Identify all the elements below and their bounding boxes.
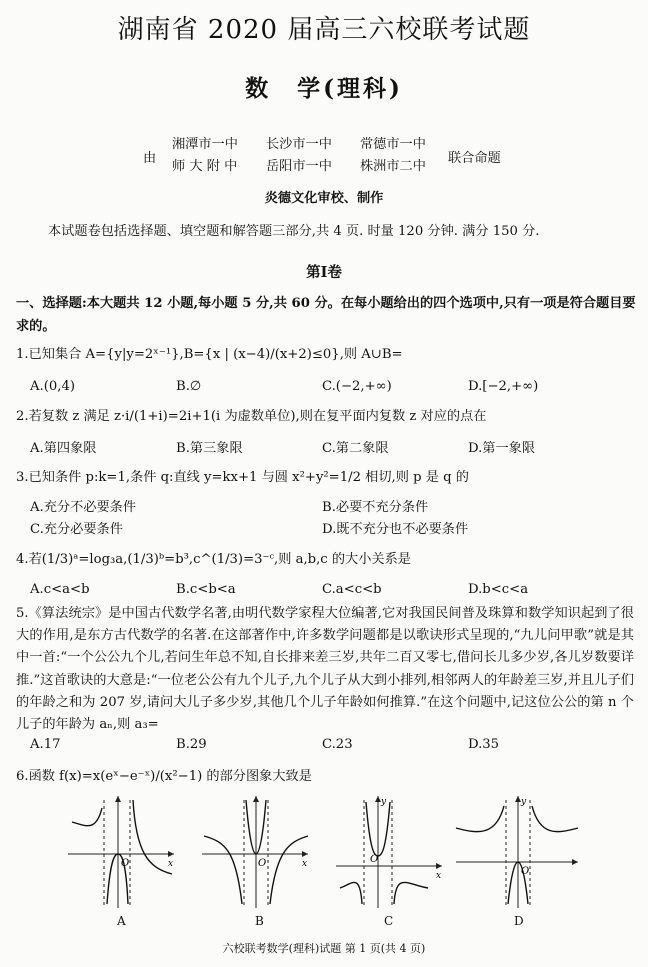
option-c: C.a<c<b <box>322 582 382 597</box>
option-d: D.第一象限 <box>468 441 536 456</box>
option-b: B.必要不充分条件 <box>322 500 429 515</box>
option-b: B.第三象限 <box>176 441 243 456</box>
graph-option-b <box>200 792 312 910</box>
y-axis-label: y <box>521 797 527 807</box>
school-name: 岳阳市一中 <box>266 159 332 174</box>
graph-label-b: B <box>255 914 264 928</box>
joint-label: 联合命题 <box>448 151 501 166</box>
x-axis-label: x <box>302 859 308 869</box>
exam-title: 湖南省 2020 届高三六校联考试题 <box>117 15 531 45</box>
question-5: 5.《算法统宗》是中国古代数学名著,由明代数学家程大位编著,它对我国民间普及珠算和数学知识起到了很大的作用,是东方古代数学的名著.在这部著作中,许多数学问题都是以歌诀形式呈现的,“九儿问甲歌”就是其中一首:“一个公公九个儿,若问生年总不知,自长排来差三岁,共年二百又零七,借问长儿多少岁,各儿岁数要详推.”这首歌诀的大意是:“一位老公公有九个儿子,九个儿子从大到小排列,相邻两人的年龄差三岁,并且儿子们的年龄之和为 207 岁,请问大儿子多少岁,其他几个儿子年龄如何推算.”在这个问题中,记这位公公的第 n 个儿子的年龄为 aₙ,则 a₃= <box>16 606 634 733</box>
origin-label: O <box>370 854 379 865</box>
question-2-options <box>30 438 640 460</box>
question-3-options <box>30 497 640 541</box>
exam-intro: 本试题卷包括选择题、填空题和解答题三部分,共 4 页. 时量 120 分钟. 满分 150 分. <box>48 224 540 239</box>
question-1-options <box>30 376 640 398</box>
question-3: 3.已知条件 p:k=1,条件 q:直线 y=kx+1 与圆 x²+y²=1/2 相切,则 p 是 q 的 <box>16 470 469 485</box>
question-1: 1.已知集合 A={y|y=2ˣ⁻¹},B={x | (x−4)/(x+2)≤0},则 A∪B= <box>16 347 403 362</box>
option-c: C.第二象限 <box>322 441 389 456</box>
graph-option-a <box>66 792 178 910</box>
option-a: A.第四象限 <box>30 441 97 456</box>
option-d: D.35 <box>468 737 500 752</box>
section-heading: 一、选择题:本大题共 12 小题,每小题 5 分,共 60 分。在每小题给出的四个选项中,只有一项是符合题目要求的。 <box>16 296 636 334</box>
option-a: A.充分不必要条件 <box>30 500 137 515</box>
option-a: A.c<a<b <box>30 582 90 597</box>
option-d: D.既不充分也不必要条件 <box>322 522 469 537</box>
exam-subject: 数 学(理科) <box>245 75 403 102</box>
option-b: B.∅ <box>176 379 202 394</box>
graph-label-c: C <box>384 914 394 928</box>
origin-label: O <box>521 866 530 877</box>
graph-option-c <box>334 792 446 910</box>
option-d: D.b<c<a <box>468 582 529 597</box>
origin-label: O <box>258 858 267 869</box>
option-c: C.23 <box>322 737 353 752</box>
question-2: 2.若复数 z 满足 z·i/(1+i)=2i+1(i 为虚数单位),则在复平面内复数 z 对应的点在 <box>16 409 487 424</box>
volume-heading: 第Ⅰ卷 <box>306 264 342 281</box>
school-name: 常德市一中 <box>360 137 426 152</box>
option-c: C.充分必要条件 <box>30 522 123 537</box>
option-b: B.29 <box>176 737 207 752</box>
school-name: 师 大 附 中 <box>172 159 238 174</box>
graph-label-a: A <box>117 914 126 928</box>
graph-label-d: D <box>514 914 524 928</box>
by-label: 由 <box>143 151 157 166</box>
graph-option-d <box>452 792 582 910</box>
question-5-options <box>30 734 640 756</box>
x-axis-label: x <box>436 871 442 881</box>
school-name: 长沙市一中 <box>266 137 332 152</box>
option-a: A.(0,4) <box>30 379 75 394</box>
origin-label: O <box>121 858 130 869</box>
school-list <box>172 134 454 178</box>
school-name: 湘潭市一中 <box>172 137 238 152</box>
question-4-options <box>30 579 640 601</box>
option-b: B.c<b<a <box>176 582 236 597</box>
y-axis-label: y <box>381 797 387 807</box>
review-line: 炎德文化审校、制作 <box>264 191 384 206</box>
question-4: 4.若(1/3)ᵃ=log₃a,(1/3)ᵇ=b³,c^(1/3)=3⁻ᶜ,则 a,b,c 的大小关系是 <box>16 552 411 567</box>
question-6: 6.函数 f(x)=x(eˣ−e⁻ˣ)/(x²−1) 的部分图象大致是 <box>16 769 312 784</box>
page-footer: 六校联考数学(理科)试题 第 1 页(共 4 页) <box>222 942 426 955</box>
school-name: 株洲市二中 <box>360 159 426 174</box>
option-d: D.[−2,+∞) <box>468 379 539 394</box>
x-axis-label: x <box>168 859 174 869</box>
option-c: C.(−2,+∞) <box>322 379 392 394</box>
option-a: A.17 <box>30 737 61 752</box>
